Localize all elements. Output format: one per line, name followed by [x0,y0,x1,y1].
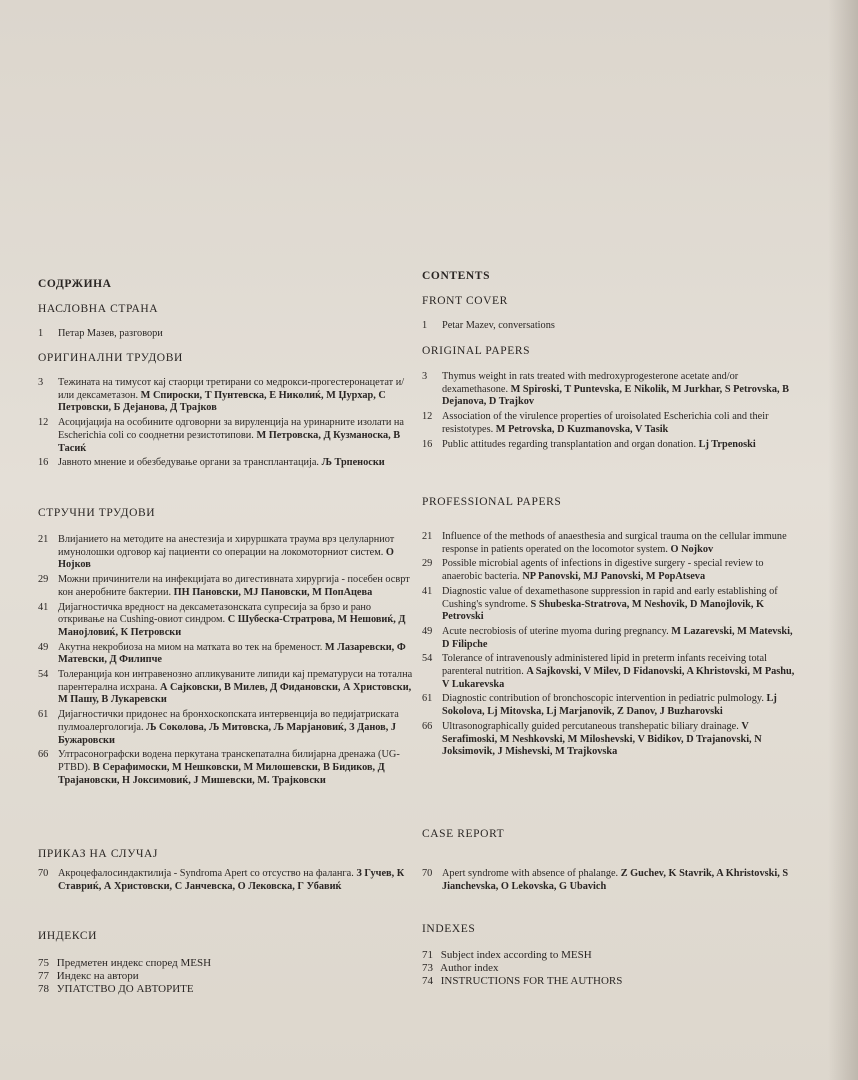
index-entry [38,957,416,970]
index-entry [38,970,416,983]
case-report-heading-en: CASE REPORT [422,828,505,840]
entry-authors: Љ Соколова, Љ Митовска, Љ Марјановиќ, З Данов, Ј Бужаровски [58,721,397,746]
entry-title: Public attitudes regarding transplantation and organ donation. [442,438,697,450]
entry-authors: ПН Пановски, МЈ Пановски, М ПопАцева [173,586,373,598]
index-entry [422,975,800,988]
toc-entry [38,669,416,707]
entry-authors: M Petrovska, D Kuzmanovska, V Tasik [495,423,669,435]
toc-entry [38,417,416,455]
entry-title: Акроцефалосиндактилија - Syndroma Apert со отсуство на фаланга. [58,868,354,879]
toc-entry [422,868,800,893]
entry-authors: З Гучев, К Ставриќ, А Христовски, С Јанчевска, О Лековска, Г Убавиќ [58,868,405,892]
toc-entry [38,328,416,341]
toc-entry [422,439,800,452]
entry-authors: Љ Трпеноски [321,457,385,469]
front-cover-heading-mk: НАСЛОВНА СТРАНА [38,303,159,315]
page-number: 12 [38,417,49,429]
toc-entry [38,534,416,572]
toc-entry [422,371,800,409]
page-number: 49 [422,625,433,637]
professional-papers-list-mk [38,534,416,789]
toc-entry [38,377,416,415]
toc-entry [422,626,800,651]
toc-entry [422,320,800,333]
toc-entry [422,411,800,436]
entry-title: Јавното мнение и обезбедување органи за трансплантација. [58,457,319,469]
entry-authors: В Серафимоски, М Нешковски, М Милошевски, В Бидиков, Д Трајановски, Н Јоксимовиќ, Ј Мишевски, М. Трајковски [58,761,385,786]
entry-authors: Lj Trpenoski [698,438,756,450]
page-number: 61 [38,709,49,721]
page-number: 71 [422,949,433,961]
page-number: 3 [38,377,44,388]
page-edge-shadow [828,0,858,1080]
entry-authors: O Nojkov [670,543,714,555]
page-number: 77 [38,969,49,982]
index-entry-text: Subject index according to MESH [440,949,592,961]
entry-title: Thymus weight in rats treated with medroxyprogesterone acetate and/or dexamethasone. [442,371,739,395]
page-number: 1 [38,328,44,339]
toc-entry [38,642,416,667]
entry-authors: Z Guchev, K Stavrik, A Khristovski, S Jianchevska, O Lekovska, G Ubavich [442,868,789,892]
contents-title-mk: СОДРЖИНА [38,278,112,290]
entry-title: Влијанието на методите на анестезија и хируршката траума врз целуларниот имунолошки одговор кај пациенти со операции на локомоторниот систем. [58,534,395,558]
index-entry-text: Предметен индекс според MESH [56,957,212,969]
toc-entry [422,586,800,624]
page-number: 66 [422,720,433,732]
case-report-heading-mk: ПРИКАЗ НА СЛУЧАЈ [38,848,158,860]
case-report-list-en [422,868,800,895]
page-number: 16 [422,438,433,450]
page-number: 73 [422,961,433,974]
entry-title: Дијагностичка вредност на дексаметазонската супресија за брзо и рано откривање на Cushing-овиот синдром. [58,601,372,626]
indexes-heading-mk: ИНДЕКСИ [38,930,98,942]
entry-authors: М Спироски, Т Пунтевска, Е Николиќ, М Џурхар, С Петровски, Б Дејанова, Д Трајков [58,389,386,414]
page-number: 1 [422,320,428,331]
page-number: 41 [38,601,49,613]
toc-entry [422,531,800,556]
page-number: 66 [38,749,49,761]
toc-entry [38,574,416,599]
toc-entry [422,653,800,691]
entry-authors: M Spiroski, T Puntevska, E Nikolik, M Jurkhar, S Petrovska, B Dejanova, D Trajkov [442,383,789,408]
professional-papers-list-en [422,531,800,761]
entry-title: Тежината на тимусот кај стаорци третирани со медрокси-прогестеронацетат и/или дексаметазон. [58,377,405,401]
indexes-list-mk [38,957,416,995]
entry-title: Association of the virulence properties of uroisolated Escherichia coli and their resistotypes. [442,411,769,435]
entry-authors: M Lazarevski, M Matevski, D Filipche [442,625,793,650]
entry-authors: S Shubeska-Stratrova, M Neshovik, D Manojlovik, K Petrovski [442,598,765,623]
entry-authors: А Сајковски, В Милев, Д Фидановски, А Христовски, М Пашу, В Лукаревски [58,681,412,706]
toc-entry [38,457,416,470]
index-entry [38,983,416,996]
page-number: 70 [422,868,433,879]
entry-authors: A Sajkovski, V Milev, D Fidanovski, A Khristovski, M Pashu, V Lukarevska [442,666,795,690]
index-entry-text: УПАТСТВО ДО АВТОРИТЕ [56,982,194,995]
index-entry-text: INSTRUCTIONS FOR THE AUTHORS [440,974,623,987]
page-number: 3 [422,371,428,382]
indexes-heading-en: INDEXES [422,923,476,935]
entry-title: Acute necrobiosis of uterine myoma during pregnancy. [442,625,669,637]
index-entry-text: Индекс на автори [56,969,139,982]
entry-title: Petar Mazev, conversations [442,320,555,331]
original-papers-heading-en: ORIGINAL PAPERS [422,345,531,357]
page-number: 70 [38,868,49,879]
entry-title: Ultrasonographically guided percutaneous transhepatic biliary drainage. [442,720,739,732]
page-number: 61 [422,693,433,705]
page-number: 74 [422,974,433,987]
toc-entry [38,602,416,640]
page-number: 29 [422,558,433,570]
page-number: 41 [422,585,433,597]
page-number: 75 [38,957,49,969]
entry-title: Толеранција кон интравенозно апликуваните липиди кај прематуруси на тотална парентерална исхрана. [58,669,413,693]
entry-authors: М Лазаревски, Ф Матевски, Д Филипче [58,641,406,666]
entry-authors: V Serafimoski, M Neshkovski, M Miloshevski, V Bidikov, D Trajanovski, N Joksimovik, J Mishevski, M Trajkovska [442,720,762,758]
entry-title: Influence of the methods of anaesthesia and surgical trauma on the cellular immune response in patients operated on the locomotor system. [442,531,787,555]
indexes-list-en [422,949,800,987]
page-number: 78 [38,982,49,995]
toc-entry [422,693,800,718]
page-number: 21 [422,531,433,542]
entry-title: Акутна некробиоза на миом на матката во тек на бременост. [58,641,323,653]
entry-title: Ултрасонографски водена перкутана транскепатална билијарна дренажа (UG-PTBD). [58,749,400,773]
entry-title: Асоцијација на особините одговорни за вируленција на уринарните изолати на Escherichia coli со сооднетни резистотипови. [58,417,404,441]
entry-title: Можни причинители на инфекцијата во дигестивната хирургија - посебен осврт кон анеробните бактерии. [58,574,410,598]
front-cover-heading-en: FRONT COVER [422,295,508,307]
page-number: 16 [38,457,49,469]
index-entry [422,949,800,962]
original-papers-heading-mk: ОРИГИНАЛНИ ТРУДОВИ [38,352,183,364]
front-cover-list-en [422,320,800,335]
page-number: 12 [422,411,433,423]
entry-title: Apert syndrome with absence of phalange. [442,868,619,879]
original-papers-list-en [422,371,800,453]
index-entry-text: Author index [440,961,499,974]
entry-authors: Lj Sokolova, Lj Mitovska, Lj Marjanovik, Z Danov, J Buzharovski [442,693,777,718]
toc-entry [422,558,800,583]
professional-papers-heading-en: PROFESSIONAL PAPERS [422,496,562,508]
toc-entry [38,709,416,747]
entry-title: Possible microbial agents of infections in digestive surgery - special review to anaerobic bacteria. [442,558,764,583]
professional-papers-heading-mk: СТРУЧНИ ТРУДОВИ [38,507,156,519]
toc-entry [422,721,800,759]
entry-authors: О Нојков [58,546,394,571]
toc-entry [38,868,416,893]
page-number: 54 [422,653,433,665]
page-number: 49 [38,641,49,653]
entry-authors: С Шубеска-Стратрова, М Нешовиќ, Д Манојловиќ, К Петровски [58,614,406,638]
front-cover-list-mk [38,328,416,343]
entry-title: Петар Мазев, разговори [58,328,163,339]
entry-title: Diagnostic value of dexamethasone suppression in rapid and early establishing of Cushing's syndrome. [442,585,778,610]
contents-title-en: CONTENTS [422,270,491,282]
entry-title: Tolerance of intravenously administered lipid in preterm infants receiving total parenteral nutrition. [442,653,767,678]
index-entry [422,962,800,975]
entry-title: Diagnostic contribution of bronchoscopic intervention in pediatric pulmology. [442,693,764,705]
entry-title: Дијагностички придонес на бронхоскопската интервенција во педијатриската пулмоалергологија. [58,709,399,733]
page-number: 29 [38,574,49,586]
original-papers-list-mk [38,377,416,472]
case-report-list-mk [38,868,416,895]
page-number: 54 [38,669,49,681]
entry-authors: NP Panovski, MJ Panovski, M PopAtseva [522,571,706,583]
entry-authors: М Петровска, Д Кузманоска, В Тасиќ [58,429,401,454]
page-number: 21 [38,534,49,545]
toc-entry [38,749,416,787]
